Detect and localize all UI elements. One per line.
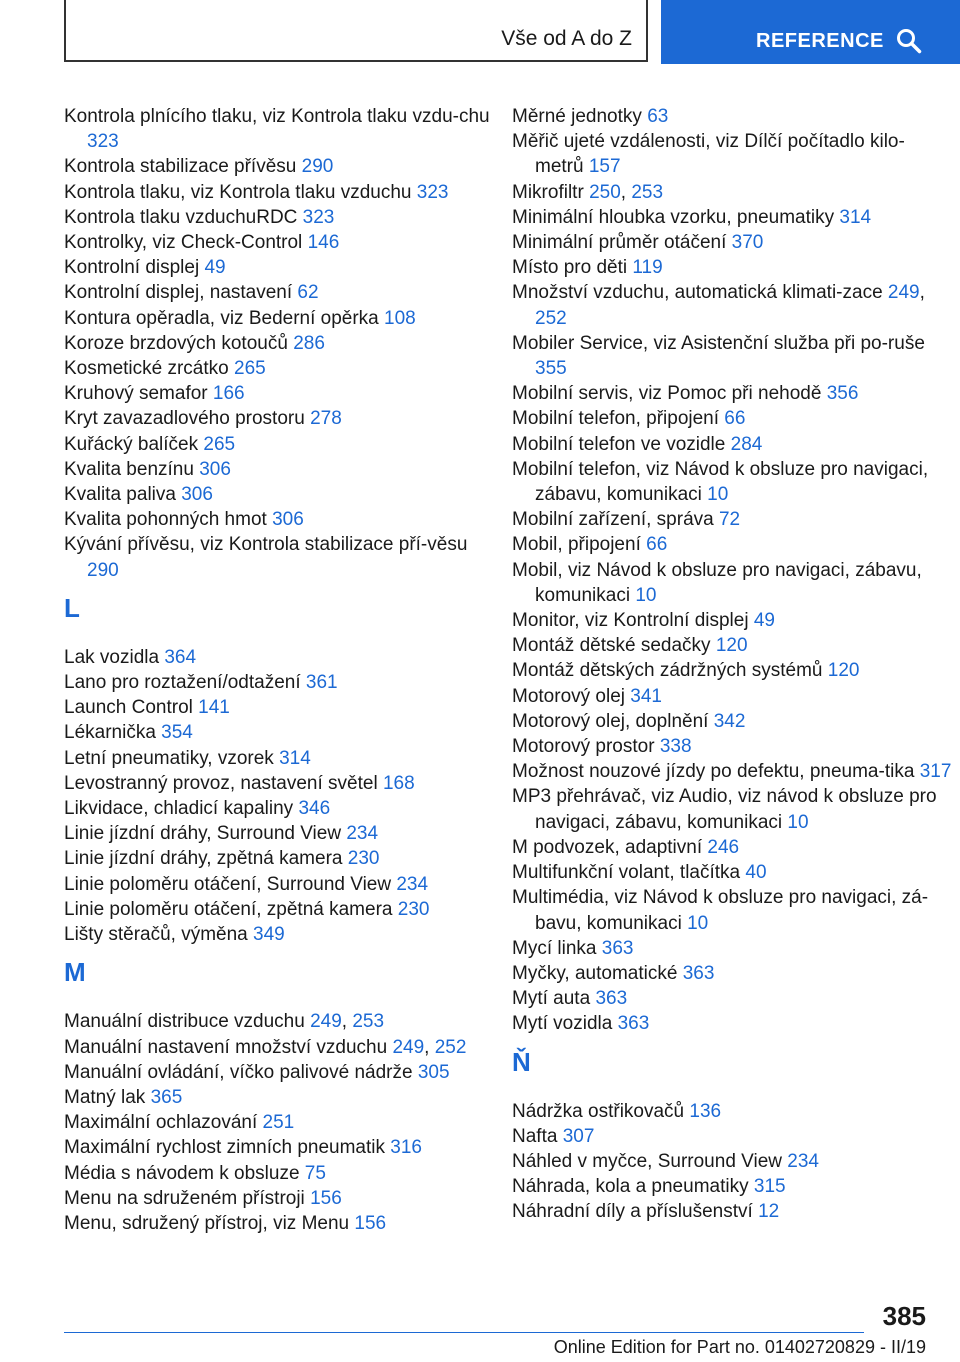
page-ref-link[interactable]: 354: [161, 722, 193, 744]
index-entry: [64, 771, 504, 796]
index-entry-text: Mobilní telefon, viz Návod k obsluze pro navigaci, zábavu, komunikaci: [512, 458, 929, 506]
index-entry-text: Kuřácký balíček: [64, 433, 199, 455]
index-entry: [512, 255, 952, 280]
page-ref-link[interactable]: 341: [630, 685, 662, 707]
index-entry: [512, 1011, 952, 1036]
page-ref-link[interactable]: 317: [919, 761, 952, 783]
index-entry: [512, 734, 952, 759]
index-entry: Manuální distribuce vzduchu 249, 253: [64, 1011, 385, 1033]
index-entry: Mikrofiltr 250, 253: [512, 181, 664, 203]
index-entry: [64, 922, 504, 947]
index-entry-text: Kontrolní displej, nastavení: [64, 282, 293, 304]
index-entry: [512, 558, 952, 608]
index-entry: [512, 457, 952, 507]
index-entry-text: Manuální ovládání, víčko palivové nádrže: [64, 1061, 413, 1083]
index-entry: Množství vzduchu, automatická klimati-zace 249, 252: [512, 282, 925, 329]
index-entry: [64, 255, 504, 280]
page-ref-link[interactable]: 230: [397, 898, 430, 920]
index-entry-text: Měřič ujeté vzdálenosti, viz Dílčí počítadlo kilo-metrů: [512, 131, 905, 178]
index-entry-text: Linie jízdní dráhy, Surround View: [64, 823, 342, 845]
index-entry-text: Nádržka ostřikovačů: [512, 1100, 685, 1122]
index-entry: [64, 846, 504, 871]
page-ref-link[interactable]: 361: [305, 672, 338, 694]
page-ref-link[interactable]: 314: [839, 206, 872, 228]
page-ref-link[interactable]: 306: [199, 458, 231, 480]
page-ref-link[interactable]: 346: [298, 798, 331, 820]
header-section-box: [64, 0, 648, 62]
page-ref-link[interactable]: 323: [302, 206, 335, 228]
index-entry-text: Motorový olej: [512, 685, 625, 707]
index-entry-text: Kontrola plnícího tlaku, viz Kontrola tlaku vzdu-chu: [64, 106, 490, 127]
page-ref-link[interactable]: 230: [347, 848, 380, 870]
index-entry-text: Mytí auta: [512, 988, 591, 1010]
page-ref-link[interactable]: 316: [390, 1137, 422, 1159]
page-ref-link[interactable]: 120: [715, 635, 748, 657]
page-ref-link[interactable]: 66: [646, 534, 668, 556]
index-entry-text: Mobilní telefon, připojení: [512, 408, 720, 430]
index-entry-text: Kontrola stabilizace přívěsu: [64, 156, 297, 178]
index-entry: [64, 1186, 504, 1211]
page-ref-link[interactable]: 156: [354, 1212, 387, 1234]
page-ref-link[interactable]: 72: [718, 509, 741, 531]
index-letter-heading: M: [64, 957, 86, 988]
page-ref-link[interactable]: 63: [647, 106, 669, 127]
index-entry: [512, 1199, 952, 1224]
page-ref-link[interactable]: 246: [707, 836, 740, 858]
index-entry: [64, 205, 504, 230]
page-ref-link[interactable]: 306: [272, 509, 304, 531]
index-entry: [64, 897, 504, 922]
page-ref-link[interactable]: 356: [826, 383, 859, 405]
page-ref-link[interactable]: 10: [687, 912, 709, 934]
index-entry: [512, 658, 952, 683]
index-entry: [512, 104, 952, 129]
index-entry-text: Mobil, viz Návod k obsluze pro navigaci, zábavu, komunikaci: [512, 559, 922, 606]
page-ref-link[interactable]: 315: [753, 1176, 786, 1198]
index-entry-text: Minimální průměr otáčení: [512, 232, 727, 254]
index-entry: [64, 356, 504, 381]
index-letter-heading: L: [64, 592, 80, 623]
index-entry: [64, 1161, 504, 1186]
index-entry: [64, 507, 504, 532]
index-entry-text: Linie poloměru otáčení, Surround View: [64, 873, 392, 895]
page-ref-link[interactable]: 306: [181, 484, 213, 506]
page-ref-link[interactable]: 253: [631, 181, 664, 203]
index-entry: [64, 230, 504, 255]
index-entry: [512, 709, 952, 734]
page-number: 385: [882, 1301, 926, 1331]
index-entry: [512, 230, 952, 255]
index-entry: [64, 1211, 504, 1236]
page-ref-link[interactable]: 363: [601, 937, 634, 959]
index-entry: [512, 1174, 952, 1199]
index-entry-text: Kontrolky, viz Check-Control: [64, 232, 303, 254]
index-entry-text: Mycí linka: [512, 937, 597, 959]
index-entry-text: Lišty stěračů, výměna: [64, 924, 248, 946]
page-ref-link[interactable]: 10: [707, 484, 729, 506]
index-entry: [512, 961, 952, 986]
page-ref-link[interactable]: 10: [635, 584, 657, 606]
index-column-right: [512, 104, 952, 1225]
page-ref-link[interactable]: 342: [713, 710, 746, 732]
index-entry: [64, 1135, 504, 1160]
page-ref-link[interactable]: 119: [632, 257, 663, 279]
page-ref-link[interactable]: 364: [164, 646, 197, 668]
index-entry-text: Mytí vozidla: [512, 1013, 613, 1035]
index-entry: [512, 608, 952, 633]
index-entry-text: Matný lak: [64, 1086, 146, 1108]
page-ref-link[interactable]: 370: [731, 232, 764, 254]
index-entry-text: Mobilní zařízení, správa: [512, 509, 714, 531]
index-entry: [512, 205, 952, 230]
index-entry: Manuální nastavení množství vzduchu 249, 252: [64, 1036, 467, 1058]
index-entry-text: Místo pro děti: [512, 257, 628, 279]
index-entry-text: Kruhový semafor: [64, 383, 208, 405]
page-ref-link[interactable]: 166: [212, 383, 245, 405]
index-entry-text: Manuální nastavení množství vzduchu: [64, 1036, 388, 1058]
index-entry: [64, 104, 504, 154]
index-entry-text: Kontrola tlaku, viz Kontrola tlaku vzduchu: [64, 181, 412, 203]
index-entry: [512, 1149, 952, 1174]
page-ref-link[interactable]: 314: [279, 747, 311, 769]
index-entry-text: Motorový olej, doplnění: [512, 710, 709, 732]
index-entry-text: Kontrolní displej: [64, 257, 200, 279]
page-ref-link[interactable]: 305: [417, 1061, 450, 1083]
index-entry-text: Mobiler Service, viz Asistenční služba při po-ruše: [512, 332, 925, 354]
index-entry-text: Linie jízdní dráhy, zpětná kamera: [64, 848, 343, 870]
page-ref-link[interactable]: 40: [745, 862, 767, 884]
index-entry: [64, 720, 504, 745]
index-entry-text: Kryt zavazadlového prostoru: [64, 408, 305, 430]
page-ref-link[interactable]: 363: [682, 962, 715, 984]
page-ref-link[interactable]: 168: [382, 772, 415, 794]
page-ref-link[interactable]: 323: [87, 131, 119, 153]
page-ref-link[interactable]: 323: [416, 181, 449, 203]
page-ref-link[interactable]: 234: [346, 823, 379, 845]
index-entry-text: Letní pneumatiky, vzorek: [64, 747, 274, 769]
index-entry: [64, 670, 504, 695]
page-ref-link[interactable]: 141: [198, 697, 230, 719]
index-entry-text: Lano pro roztažení/odtažení: [64, 672, 301, 694]
page-ref-link[interactable]: 265: [203, 433, 236, 455]
index-entry-text: Kontrola tlaku vzduchuRDC: [64, 206, 298, 228]
index-entry-text: Mobilní servis, viz Pomoc při nehodě: [512, 383, 822, 405]
page-ref-link[interactable]: 157: [588, 156, 621, 178]
index-letter-heading: Ň: [512, 1046, 531, 1077]
page-ref-link[interactable]: 284: [730, 433, 763, 455]
index-entry-text: Minimální hloubka vzorku, pneumatiky: [512, 206, 835, 228]
index-entry: [512, 759, 952, 784]
index-entry: [512, 507, 952, 532]
index-entry-text: Kvalita pohonných hmot: [64, 509, 267, 531]
index-entry: [64, 532, 504, 582]
page-ref-link[interactable]: 234: [396, 873, 429, 895]
index-entry: [512, 835, 952, 860]
page-ref-link[interactable]: 66: [724, 408, 746, 430]
index-column-left: [64, 104, 504, 1236]
page-ref-link[interactable]: 349: [253, 924, 285, 946]
index-entry-text: Náhled v myčce, Surround View: [512, 1150, 782, 1172]
page-ref-link[interactable]: 249: [310, 1011, 342, 1033]
page-ref-link[interactable]: 108: [384, 307, 416, 329]
index-entry: [64, 381, 504, 406]
index-entry-text: Možnost nouzové jízdy po defektu, pneuma-tika: [512, 761, 915, 783]
page-ref-link[interactable]: 10: [787, 811, 809, 833]
index-entry-text: Myčky, automatické: [512, 962, 678, 984]
index-entry: [512, 381, 952, 406]
index-entry: [64, 1085, 504, 1110]
page-ref-link[interactable]: 286: [293, 332, 325, 354]
index-entry: [64, 280, 504, 305]
page-ref-link[interactable]: 251: [262, 1112, 295, 1134]
footer-divider: [64, 1332, 864, 1333]
index-entry: [512, 406, 952, 431]
page-ref-link[interactable]: 338: [659, 736, 692, 758]
page-ref-link[interactable]: 49: [753, 610, 775, 632]
index-entry: [64, 154, 504, 179]
page-ref-link[interactable]: 363: [595, 988, 628, 1010]
index-entry: [64, 1110, 504, 1135]
index-entry: [64, 180, 504, 205]
page-ref-link[interactable]: 156: [310, 1187, 342, 1209]
index-entry: [64, 645, 504, 670]
index-entry-text: Nafta: [512, 1125, 558, 1147]
page-ref-link[interactable]: 307: [562, 1125, 595, 1147]
index-entry-text: Levostranný provoz, nastavení světel: [64, 772, 378, 794]
index-entry: [512, 860, 952, 885]
chapter-title: REFERENCE: [756, 30, 884, 52]
header-chapter-tab[interactable]: [661, 0, 960, 64]
page-ref-link[interactable]: 62: [297, 282, 319, 304]
index-entry-text: Kvalita paliva: [64, 484, 176, 506]
index-entry-text: Náhradní díly a příslušenství: [512, 1201, 753, 1223]
index-entry-text: Montáž dětské sedačky: [512, 635, 711, 657]
page-ref-link[interactable]: 249: [887, 282, 920, 304]
index-entry-text: Multifunkční volant, tlačítka: [512, 862, 741, 884]
index-entry-text: Množství vzduchu, automatická klimati-zace: [512, 282, 883, 304]
footer-edition-text: Online Edition for Part no. 01402720829 - II/19: [553, 1337, 926, 1357]
index-entry: [64, 796, 504, 821]
page-ref-link[interactable]: 252: [434, 1036, 467, 1058]
page-ref-link[interactable]: 290: [87, 559, 119, 581]
index-entry-text: Lékarnička: [64, 722, 156, 744]
index-entry-text: Koroze brzdových kotoučů: [64, 332, 288, 354]
index-entry-text: Montáž dětských zádržných systémů: [512, 660, 823, 682]
page-ref-link[interactable]: 363: [617, 1013, 650, 1035]
index-entry: [512, 936, 952, 961]
page-ref-link[interactable]: 146: [307, 232, 340, 254]
index-entry: [64, 746, 504, 771]
index-entry: [512, 432, 952, 457]
page-ref-link[interactable]: 290: [301, 156, 334, 178]
index-entry: [64, 406, 504, 431]
page-ref-link[interactable]: 355: [535, 358, 567, 380]
index-entry: [64, 457, 504, 482]
page-ref-link[interactable]: 234: [787, 1150, 819, 1172]
index-entry: [64, 482, 504, 507]
index-entry-text: Mobil, připojení: [512, 534, 641, 556]
index-entry-text: Menu, sdružený přístroj, viz Menu: [64, 1212, 350, 1234]
page-ref-link[interactable]: 49: [204, 257, 226, 279]
index-entry: [512, 684, 952, 709]
index-entry-text: Multimédia, viz Návod k obsluze pro navigaci, zá-bavu, komunikaci: [512, 887, 929, 934]
index-entry: [512, 1099, 952, 1124]
index-entry-text: Kosmetické zrcátko: [64, 358, 229, 380]
index-entry: [512, 885, 952, 935]
index-entry-text: Launch Control: [64, 697, 193, 719]
index-entry-text: Motorový prostor: [512, 736, 655, 758]
index-entry-text: Kvalita benzínu: [64, 458, 194, 480]
page-ref-link[interactable]: 250: [589, 181, 621, 203]
index-entry: [512, 986, 952, 1011]
index-entry-text: Mikrofiltr: [512, 181, 584, 203]
index-entry-text: Kývání přívěsu, viz Kontrola stabilizace pří-věsu: [64, 534, 468, 556]
index-entry: [64, 432, 504, 457]
index-entry-text: Monitor, viz Kontrolní displej: [512, 610, 749, 632]
index-entry: [64, 821, 504, 846]
page-ref-link[interactable]: 252: [535, 307, 567, 329]
page-ref-link[interactable]: 120: [827, 660, 860, 682]
index-entry: [512, 331, 952, 381]
index-entry-text: Menu na sdruženém přístroji: [64, 1187, 305, 1209]
search-icon[interactable]: [896, 28, 922, 54]
index-entry-text: Manuální distribuce vzduchu: [64, 1011, 305, 1033]
index-entry-text: M podvozek, adaptivní: [512, 836, 703, 858]
index-entry: [512, 633, 952, 658]
index-entry: [512, 784, 952, 834]
index-entry: [64, 695, 504, 720]
index-entry: [512, 532, 952, 557]
index-entry-text: MP3 přehrávač, viz Audio, viz návod k obsluze pro navigaci, zábavu, komunikaci: [512, 786, 937, 833]
section-title: Vše od A do Z: [501, 27, 632, 50]
page-ref-link[interactable]: 265: [234, 358, 266, 380]
index-entry-text: Lak vozidla: [64, 646, 160, 668]
index-entry: [64, 331, 504, 356]
index-entry-text: Maximální ochlazování: [64, 1112, 258, 1134]
index-entry-text: Linie poloměru otáčení, zpětná kamera: [64, 898, 393, 920]
index-entry-text: Kontura opěradla, viz Bederní opěrka: [64, 307, 379, 329]
index-entry-text: Média s návodem k obsluze: [64, 1162, 300, 1184]
page-ref-link[interactable]: 253: [352, 1011, 385, 1033]
index-entry: [64, 872, 504, 897]
index-entry-text: Mobilní telefon ve vozidle: [512, 433, 726, 455]
index-entry: [512, 1124, 952, 1149]
page-ref-link[interactable]: 249: [392, 1036, 425, 1058]
index-entry-text: Likvidace, chladicí kapaliny: [64, 798, 294, 820]
index-entry-text: Měrné jednotky: [512, 106, 642, 127]
index-entry-text: Náhrada, kola a pneumatiky: [512, 1176, 749, 1198]
index-entry: [64, 306, 504, 331]
index-entry-text: Maximální rychlost zimních pneumatik: [64, 1137, 385, 1159]
page-ref-link[interactable]: 278: [310, 408, 342, 430]
index-entry: [64, 1060, 504, 1085]
page-ref-link[interactable]: 136: [689, 1100, 722, 1122]
page-ref-link[interactable]: 75: [304, 1162, 326, 1184]
page-ref-link[interactable]: 12: [758, 1201, 780, 1223]
index-entry: [512, 129, 952, 179]
page-ref-link[interactable]: 365: [150, 1086, 183, 1108]
